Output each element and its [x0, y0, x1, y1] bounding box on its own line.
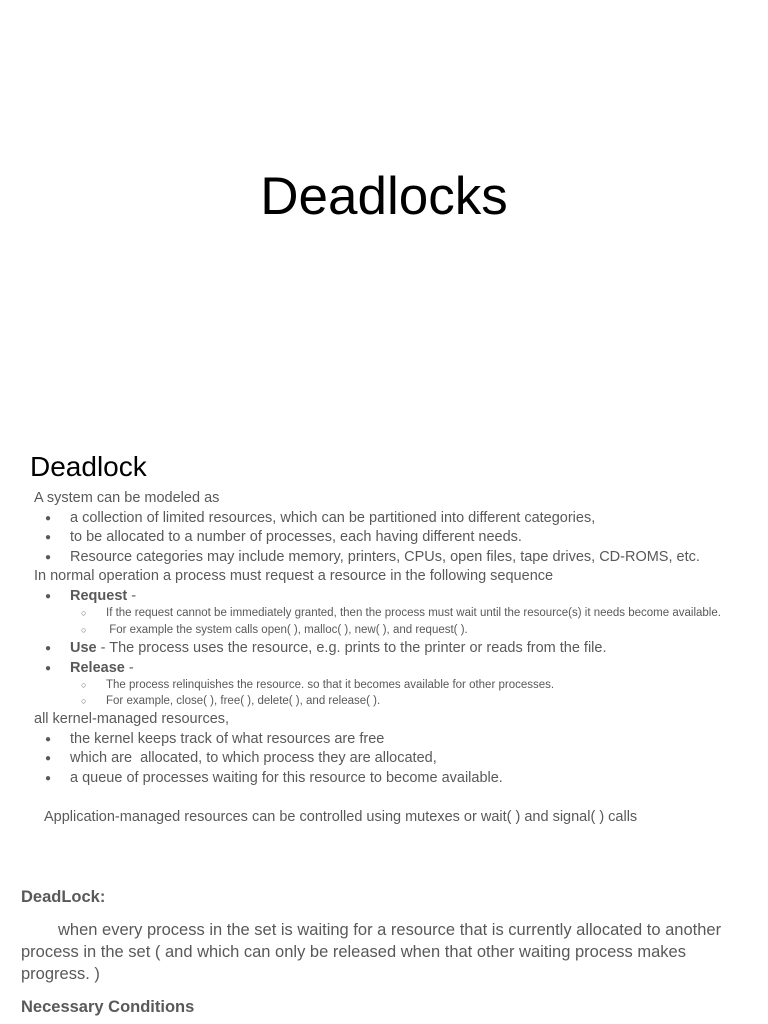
- sequence-item-use: ● Use - The process uses the resource, e.g. prints to the printer or reads from the file.: [34, 639, 734, 659]
- deadlock-definition-heading: DeadLock:: [21, 888, 106, 906]
- kernel-intro: all kernel-managed resources,: [34, 711, 230, 727]
- bullet-icon: ●: [45, 512, 52, 524]
- list-item: ● to be allocated to a number of processes, each having different needs.: [34, 528, 734, 548]
- circle-bullet-icon: ○: [81, 680, 87, 690]
- kernel-list: [34, 730, 734, 789]
- list-item: ● a queue of processes waiting for this resource to become available.: [34, 769, 734, 789]
- page-title: Deadlocks: [260, 167, 508, 226]
- bullet-icon: ●: [45, 662, 52, 674]
- request-details: [70, 606, 734, 638]
- bullet-icon: ●: [45, 733, 52, 745]
- bullet-icon: ●: [45, 643, 52, 654]
- necessary-conditions-heading: Necessary Conditions: [21, 998, 195, 1016]
- sequence-intro: In normal operation a process must request a resource in the following sequence: [34, 568, 554, 584]
- release-label: Release: [70, 659, 125, 676]
- bullet-icon: ●: [45, 532, 52, 543]
- list-item: ○ The process relinquishes the resource. so that it becomes available for other processes.: [70, 678, 734, 694]
- list-item: ○ For example, close( ), free( ), delete( ), and release( ).: [70, 694, 734, 710]
- circle-bullet-icon: ○: [81, 695, 87, 706]
- request-label: Request: [70, 587, 128, 604]
- list-item: ● which are allocated, to which process they are allocated,: [34, 749, 734, 769]
- list-item: ● a collection of limited resources, which can be partitioned into different categories,: [34, 509, 734, 529]
- use-label: Use: [70, 640, 97, 656]
- bullet-icon: ●: [45, 772, 52, 784]
- sequence-item-request: ● Request - ○ If the request cannot be immediately granted, then the process must wait until the resource(s) it needs become available. ○ For example the system calls open( ), malloc( ), new( ), and request( ).: [34, 587, 734, 639]
- model-list: [34, 509, 734, 568]
- section-body: [34, 489, 734, 828]
- release-details: [70, 678, 734, 709]
- bullet-icon: ●: [45, 753, 52, 764]
- bullet-icon: ●: [45, 590, 52, 602]
- list-item: ○ If the request cannot be immediately granted, then the process must wait until the resource(s) it needs become available.: [70, 606, 734, 622]
- deadlock-definition-text: when every process in the set is waiting for a resource that is currently allocated to another process in the set ( and which can only be released when that other waiting process makes progress. ): [21, 921, 722, 983]
- sequence-item-release: ● Release - ○ The process relinquishes the resource. so that it becomes available for other processes. ○ For example, close( ), free( ), delete( ), and release( ).: [34, 659, 734, 710]
- application-note: Application-managed resources can be controlled using mutexes or wait( ) and signal( ) calls: [44, 809, 638, 825]
- sequence-list: [34, 587, 734, 710]
- section-heading: Deadlock: [30, 451, 147, 482]
- bullet-icon: ●: [45, 551, 52, 563]
- intro-text: A system can be modeled as: [34, 490, 220, 506]
- circle-bullet-icon: ○: [81, 608, 87, 618]
- circle-bullet-icon: ○: [81, 624, 87, 635]
- list-item: ○ For example the system calls open( ), malloc( ), new( ), and request( ).: [70, 623, 734, 639]
- list-item: ● the kernel keeps track of what resources are free: [34, 730, 734, 750]
- list-item: ● Resource categories may include memory, printers, CPUs, open files, tape drives, CD-ROMS, etc.: [34, 548, 734, 568]
